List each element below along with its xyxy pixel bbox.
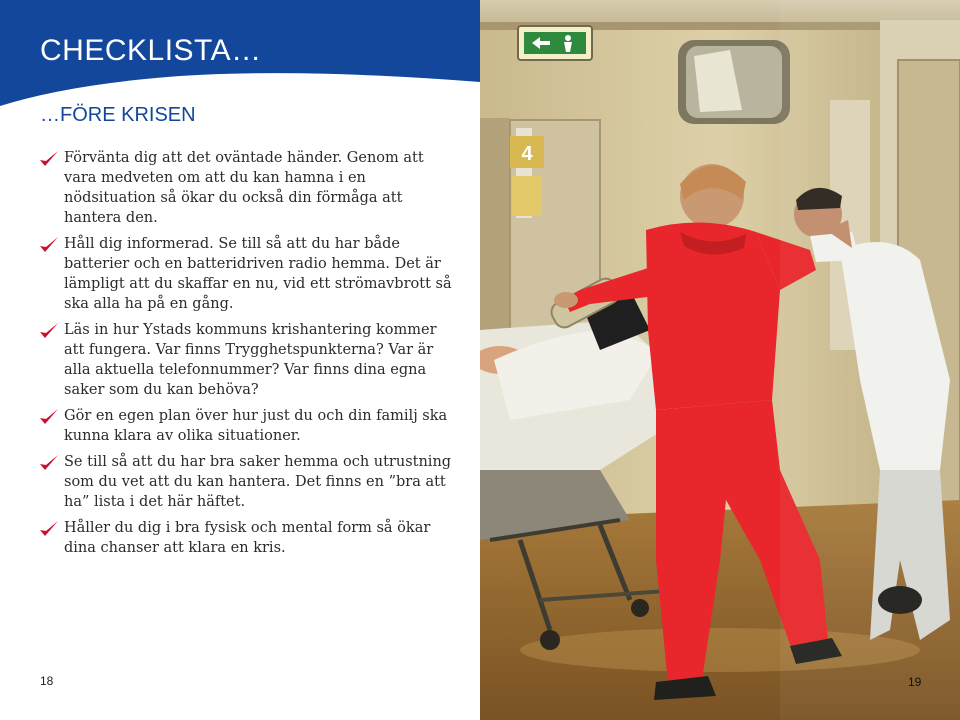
checklist-item-text: Håller du dig i bra fysisk och mental form så ökar dina chanser att klara en kris. <box>64 520 431 556</box>
checklist-item <box>38 406 458 446</box>
hospital-corridor-photo <box>480 0 960 720</box>
checkmark-icon <box>38 519 60 539</box>
checklist-item-text: Se till så att du har bra saker hemma och utrustning som du vet att du kan hantera. Det finns en ”bra att ha” lista i det här häftet. <box>64 454 452 510</box>
checklist-item <box>38 320 458 400</box>
page-number-right: 19 <box>908 675 922 689</box>
checklist <box>38 148 458 564</box>
checklist-item <box>38 518 458 558</box>
elevator-number-sign <box>510 136 544 216</box>
checklist-item-text: Läs in hur Ystads kommuns krishantering kommer att fungera. Var finns Trygghetspunkterna? Var är alla aktuella telefonnummer? Var finns dina egna saker som du kan behöva? <box>64 322 437 398</box>
checklist-item-text: Gör en egen plan över hur just du och din familj ska kunna klara av olika situationer. <box>64 408 448 444</box>
section-title: …FÖRE KRISEN <box>40 104 196 126</box>
checkmark-icon <box>38 321 60 341</box>
elevator-number: 4 <box>521 143 533 165</box>
checkmark-icon <box>38 407 60 427</box>
exit-sign <box>518 26 592 60</box>
checklist-item-text: Förvänta dig att det oväntade händer. Genom att vara medveten om att du kan hamna i en nödsituation så ökar du också din förmåga att hantera den. <box>64 150 424 226</box>
checkmark-icon <box>38 235 60 255</box>
convex-mirror <box>678 40 790 124</box>
checklist-item <box>38 452 458 512</box>
page-title: CHECKLISTA… <box>40 34 262 67</box>
checkmark-icon <box>38 149 60 169</box>
page-number-left: 18 <box>40 674 54 688</box>
checkmark-icon <box>38 453 60 473</box>
checklist-item <box>38 148 458 228</box>
checklist-item-text: Håll dig informerad. Se till så att du har både batterier och en batteridriven radio hemma. Det är lämpligt att du skaffar en nu, vid ett strömavbrott så ska alla ha på en gång. <box>64 236 452 312</box>
checklist-item <box>38 234 458 314</box>
